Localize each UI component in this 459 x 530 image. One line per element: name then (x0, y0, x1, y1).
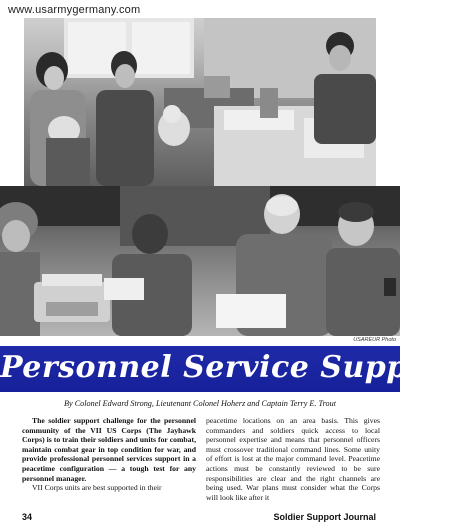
photo-credit: USAREUR Photo (353, 337, 396, 343)
article-column-right (206, 416, 380, 502)
article-byline: By Colonel Edward Strong, Lieutenant Colonel Hoherz and Captain Terry E. Trout (64, 399, 336, 408)
top-photo (24, 18, 376, 186)
journal-name: Soldier Support Journal (273, 512, 376, 522)
page-number: 34 (22, 512, 33, 522)
article-title: Personnel Service Support (0, 350, 459, 385)
body-paragraph-continued: peacetime locations on an area basis. This gives commanders and soldiers quick access to local personnel expertise and means that personnel officers must crossover traditional command lines. Some unity of effort is lost at the major command level. Peacetime actions must be constantly reviewed to be sure responsibilities are clear and the right channels are being used. War plans must consider what the Corps will look like after it (206, 416, 380, 502)
site-watermark: www.usarmygermany.com (8, 4, 141, 16)
bottom-photo (0, 186, 400, 336)
lead-paragraph: The soldier support challenge for the personnel community of the VII US Corps (The Jayhawk Corps) is to train their soldiers and units for combat, maintain combat gear in top condition for war, and provide professional personnel services support in a peacetime configuration — a tough test for any personnel manager. (22, 416, 196, 483)
body-paragraph: VII Corps units are best supported in their (32, 483, 162, 493)
article-column-left (22, 416, 196, 493)
